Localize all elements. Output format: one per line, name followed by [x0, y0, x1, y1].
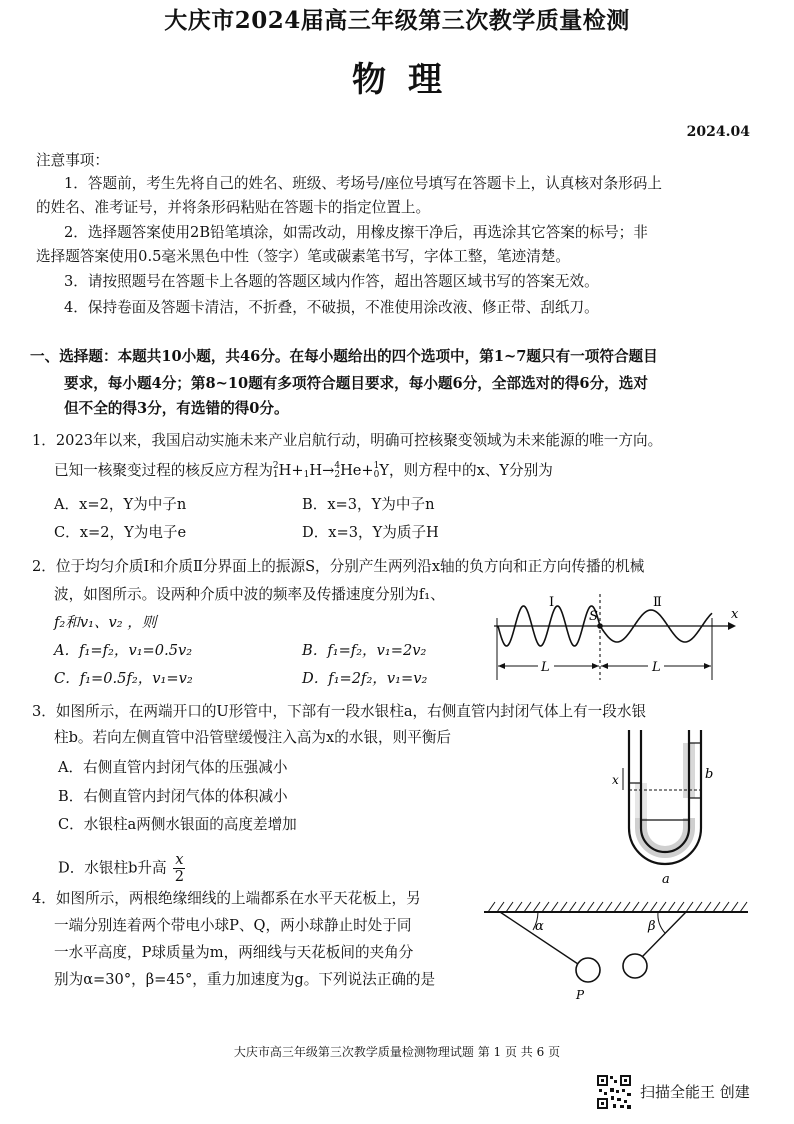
- q3-stem-line1: 3．如图所示，在两端开口的U形管中，下部有一段水银柱a，右侧直管内封闭气体上有一段水银: [32, 703, 647, 720]
- ball-p: [576, 958, 600, 982]
- label-x: x: [612, 773, 619, 787]
- q3-option-b[interactable]: B．右侧直管内封闭气体的体积减小: [58, 788, 288, 805]
- hatch-stroke: [515, 902, 522, 912]
- hatch-stroke: [722, 902, 729, 912]
- exam-title: 大庆市2024届高三年级第三次教学质量检测: [164, 7, 630, 34]
- fraction: [173, 852, 185, 885]
- notice-item-2b: 选择题答案使用0.5毫米黑色中性（签字）笔或碳素笔书写，字体工整，笔迹清楚。: [36, 248, 570, 265]
- ball-q: [623, 954, 647, 978]
- q1-option-b[interactable]: B．x=3，Y为中子n: [302, 496, 435, 513]
- hatch-stroke: [668, 902, 675, 912]
- hatch-stroke: [524, 902, 531, 912]
- q2-option-d[interactable]: D．f₁=2f₂，v₁=v₂: [302, 670, 428, 687]
- hatch-stroke: [677, 902, 684, 912]
- q2-option-a[interactable]: A．f₁=f₂，v₁=0.5v₂: [54, 642, 193, 659]
- hatch-stroke: [488, 902, 495, 912]
- hatch-stroke: [506, 902, 513, 912]
- hatch-stroke: [569, 902, 576, 912]
- hatch-stroke: [713, 902, 720, 912]
- hatch-stroke: [542, 902, 549, 912]
- label-L1: L: [541, 660, 550, 675]
- L2-arrow-left: [601, 663, 608, 669]
- L2-arrow-right: [704, 663, 711, 669]
- hatch-stroke: [632, 902, 639, 912]
- label-b: b: [705, 767, 714, 782]
- notice-item-3: 3．请按照题号在答题卡上各题的答题区域内作答，超出答题区域书写的答案无效。: [64, 273, 599, 290]
- angle-beta-arc: [658, 912, 665, 933]
- ceiling-hatching: [488, 902, 747, 912]
- q3-option-d-text: D．水银柱b升高: [58, 859, 167, 877]
- section-heading-line3: 但不全的得3分，有选错的得0分。: [64, 400, 289, 417]
- q4-stem-line2: 一端分别连着两个带电小球P、Q，两小球静止时处于同: [54, 917, 412, 934]
- q3-stem-line2: 柱b。若向左侧直管中沿管壁缓慢注入高为x的水银，则平衡后: [54, 729, 452, 746]
- hatch-stroke: [497, 902, 504, 912]
- hatch-stroke: [695, 902, 702, 912]
- notice-item-1a: 1．答题前，考生先将自己的姓名、班级、考场号/座位号填写在答题卡上，认真核对条形码上: [64, 175, 662, 192]
- hatch-stroke: [731, 902, 738, 912]
- fraction-numerator: x: [175, 851, 184, 868]
- q1-stem-line2: [54, 460, 553, 482]
- notice-item-1b: 的姓名、准考证号，并将条形码粘贴在答题卡的指定位置上。: [36, 199, 431, 216]
- label-x: x: [731, 607, 739, 622]
- hatch-stroke: [614, 902, 621, 912]
- L1-arrow-right: [592, 663, 599, 669]
- q1-stem-pre: 已知一核聚变过程的核反应方程为: [54, 462, 273, 479]
- q3-utube-figure: [610, 728, 720, 888]
- notice-item-2a: 2．选择题答案使用2B铅笔填涂，如需改动，用橡皮擦干净后，再选涂其它答案的标号；非: [64, 224, 648, 241]
- q2-stem-line3: f₂和v₁、v₂ ，则: [54, 614, 157, 631]
- source-point: [597, 623, 603, 629]
- hatch-stroke: [740, 902, 747, 912]
- label-L2: L: [652, 660, 661, 675]
- qr-code-icon: [596, 1074, 632, 1110]
- q2-option-b[interactable]: B．f₁=f₂，v₁=2v₂: [302, 642, 427, 659]
- notice-item-4: 4．保持卷面及答题卡清洁，不折叠，不破损，不准使用涂改液、修正带、刮纸刀。: [64, 299, 599, 316]
- q4-stem-line3: 一水平高度，P球质量为m，两细线与天花板间的夹角分: [54, 944, 414, 961]
- q4-stem-line1: 4．如图所示，两根绝缘细线的上端都系在水平天花板上，另: [32, 890, 421, 907]
- utube-inner-wall: [641, 730, 689, 852]
- hatch-stroke: [551, 902, 558, 912]
- subject-title: 物理: [352, 60, 464, 100]
- q1-option-c[interactable]: C．x=2，Y为电子e: [54, 524, 187, 541]
- L1-arrow-left: [498, 663, 505, 669]
- hatch-stroke: [641, 902, 648, 912]
- q4-pendulum-figure: [476, 896, 756, 1006]
- hatch-stroke: [533, 902, 540, 912]
- section-heading-line2: 要求，每小题4分；第8~10题有多项符合题目要求，每小题6分，全部选对的得6分，选对: [64, 375, 648, 392]
- hatch-stroke: [650, 902, 657, 912]
- q2-stem-line2: 波，如图所示。设两种介质中波的频率及传播速度分别为f₁、: [54, 586, 445, 603]
- hatch-stroke: [605, 902, 612, 912]
- label-S: S: [589, 609, 598, 624]
- q2-stem-line1: 2．位于均匀介质Ⅰ和介质Ⅱ分界面上的振源S，分别产生两列沿x轴的负方向和正方向传播的机械: [32, 558, 645, 575]
- hatch-stroke: [704, 902, 711, 912]
- hatch-stroke: [686, 902, 693, 912]
- hatch-stroke: [587, 902, 594, 912]
- fraction-denominator: 2: [174, 868, 185, 885]
- q3-option-a[interactable]: A．右侧直管内封闭气体的压强减小: [58, 759, 288, 776]
- hatch-stroke: [623, 902, 630, 912]
- q2-option-c[interactable]: C．f₁=0.5f₂，v₁=v₂: [54, 670, 193, 687]
- q3-option-d[interactable]: [58, 852, 185, 885]
- label-medium-I: Ⅰ: [549, 595, 555, 610]
- hatch-stroke: [659, 902, 666, 912]
- page-footer: 大庆市高三年级第三次教学质量检测物理试题 第 1 页 共 6 页: [233, 1045, 561, 1059]
- label-beta: β: [648, 919, 656, 934]
- q1-equation: 2 1H+ 1H→4 2He+1 0Y: [272, 461, 390, 480]
- hatch-stroke: [560, 902, 567, 912]
- exam-date: 2024.04: [686, 124, 750, 140]
- label-P: P: [576, 988, 585, 1002]
- q3-option-c[interactable]: C．水银柱a两侧水银面的高度差增加: [58, 816, 297, 833]
- label-medium-II: Ⅱ: [653, 595, 662, 610]
- x-axis-arrow: [728, 622, 736, 630]
- q4-stem-line4: 别为α=30°，β=45°，重力加速度为g。下列说法正确的是: [54, 971, 436, 988]
- q1-option-d[interactable]: D．x=3，Y为质子H: [302, 524, 439, 541]
- hatch-stroke: [578, 902, 585, 912]
- q2-wave-figure: [488, 590, 743, 682]
- label-alpha: α: [535, 919, 544, 934]
- q1-stem-line1: 1．2023年以来，我国启动实施未来产业启航行动，明确可控核聚变领域为未来能源的唯一方向。: [32, 432, 663, 449]
- q1-option-a[interactable]: A．x=2，Y为中子n: [54, 496, 187, 513]
- scanner-watermark: 扫描全能王 创建: [640, 1083, 750, 1101]
- hatch-stroke: [596, 902, 603, 912]
- q1-stem-post: ，则方程中的x、Y分别为: [389, 462, 553, 479]
- label-a: a: [662, 872, 670, 887]
- section-heading-line1: 一、选择题：本题共10小题，共46分。在每小题给出的四个选项中，第1~7题只有一项符合题目: [30, 348, 658, 365]
- notice-title: 注意事项：: [36, 152, 109, 169]
